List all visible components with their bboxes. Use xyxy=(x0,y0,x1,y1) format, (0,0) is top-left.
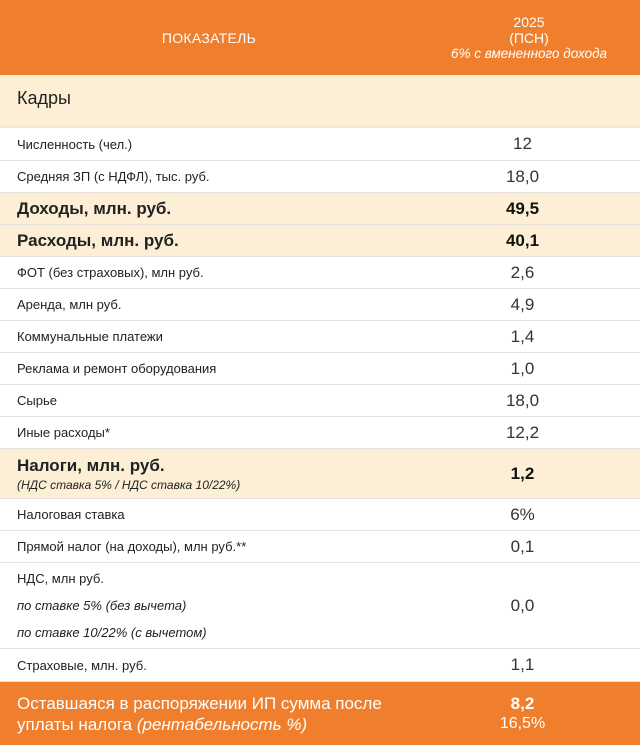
table-row xyxy=(0,289,640,321)
section-staff xyxy=(0,75,640,125)
header-subtitle: 6% с вмененного дохода xyxy=(450,45,608,61)
table-row xyxy=(0,531,640,563)
row-label: Доходы, млн. руб. xyxy=(17,198,172,218)
footer-values xyxy=(405,694,640,734)
row-label: Налоги, млн. руб. xyxy=(17,455,165,475)
row-value: 1,4 xyxy=(510,326,535,346)
table-row xyxy=(0,385,640,417)
row-label: Расходы, млн. руб. xyxy=(17,230,179,250)
row-value: 0,0 xyxy=(510,595,535,615)
row-label: Коммунальные платежи xyxy=(17,329,163,344)
row-value: 6% xyxy=(510,504,535,524)
table-row-income xyxy=(0,193,640,225)
row-value: 12,2 xyxy=(505,422,540,442)
footer-profitability: 16,5% xyxy=(499,714,546,732)
header-indicator: ПОКАЗАТЕЛЬ xyxy=(161,29,257,46)
footer-label-block xyxy=(0,693,405,735)
table-row xyxy=(0,499,640,531)
row-value: 1,1 xyxy=(510,655,535,674)
row-label: Прямой налог (на доходы), млн руб.** xyxy=(17,539,247,554)
row-note: (НДС ставка 5% / НДС ставка 10/22%) xyxy=(17,477,241,492)
row-value: 0,1 xyxy=(510,536,535,556)
row-label: ФОТ (без страховых), млн руб. xyxy=(17,265,204,280)
row-label: НДС, млн руб. xyxy=(17,571,104,586)
row-label: Реклама и ремонт оборудования xyxy=(17,361,217,376)
row-value: 12 xyxy=(513,134,532,153)
row-label: Налоговая ставка xyxy=(17,507,125,522)
vat-line-10-22: по ставке 10/22% (с вычетом) xyxy=(17,625,207,640)
table-row-expenses xyxy=(0,225,640,257)
row-value: 1,0 xyxy=(510,358,535,378)
table-row xyxy=(0,128,640,161)
table-row xyxy=(0,353,640,385)
header-period xyxy=(418,14,640,62)
row-label: Сырье xyxy=(17,393,57,408)
taxes-label-block xyxy=(0,456,405,492)
row-value: 1,2 xyxy=(510,463,535,483)
vat-line-5: по ставке 5% (без вычета) xyxy=(17,598,187,613)
table-row xyxy=(0,321,640,353)
footer-label: Оставшаяся в распоряжении ИП сумма после уплаты налога xyxy=(17,693,382,734)
row-value: 2,6 xyxy=(510,262,535,282)
header-year: 2025 xyxy=(513,13,545,30)
table-footer xyxy=(0,682,640,745)
table-row-taxes xyxy=(0,449,640,499)
row-label: Средняя ЗП (с НДФЛ), тыс. руб. xyxy=(17,169,210,184)
row-value: 18,0 xyxy=(505,166,540,186)
footer-value: 8,2 xyxy=(510,693,535,713)
table-row xyxy=(0,649,640,682)
table-row-vat xyxy=(0,563,640,649)
table-row xyxy=(0,417,640,449)
row-label: Страховые, млн. руб. xyxy=(17,657,147,673)
table-row xyxy=(0,161,640,193)
row-value: 4,9 xyxy=(510,294,535,314)
vat-label-block xyxy=(0,565,405,646)
row-label: Численность (чел.) xyxy=(17,136,133,152)
footer-label-italic: (рентабельность %) xyxy=(136,714,308,734)
header-regime: (ПСН) xyxy=(509,29,549,46)
row-label: Аренда, млн руб. xyxy=(17,297,122,312)
table-row xyxy=(0,257,640,289)
row-value: 18,0 xyxy=(505,390,540,410)
section-title: Кадры xyxy=(17,88,71,108)
row-value: 49,5 xyxy=(505,198,540,218)
row-label: Иные расходы* xyxy=(17,425,110,440)
table-header xyxy=(0,0,640,75)
row-value: 40,1 xyxy=(505,230,540,250)
